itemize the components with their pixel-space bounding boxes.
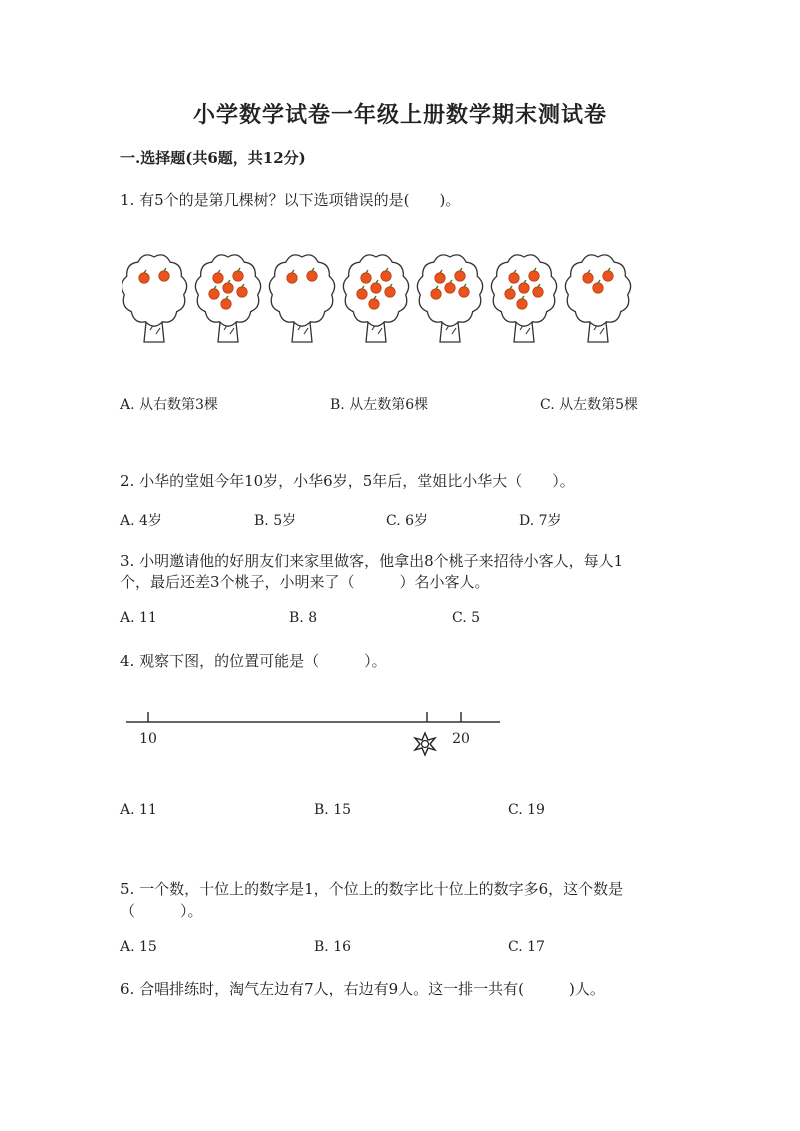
section-heading: 一.选择题(共6题，共12分) <box>120 149 306 167</box>
question-2-option-d[interactable]: D. 7岁 <box>519 513 562 529</box>
question-2-text: 2. 小华的堂姐今年10岁，小华6岁，5年后，堂姐比小华大（ ）。 <box>120 472 575 490</box>
apple <box>361 273 371 283</box>
apple <box>233 271 243 281</box>
question-6-text: 6. 合唱排练时，淘气左边有7人，右边有9人。这一排一共有( )人。 <box>120 980 605 998</box>
question-1-option-c[interactable]: C. 从左数第5棵 <box>540 397 639 413</box>
number-line <box>120 700 520 770</box>
apple <box>459 287 469 297</box>
apple <box>385 287 395 297</box>
apple <box>603 271 613 281</box>
apple <box>369 299 379 309</box>
tree-2 <box>195 255 260 342</box>
apple <box>213 273 223 283</box>
apple <box>209 289 219 299</box>
apple <box>583 273 593 283</box>
apple <box>431 289 441 299</box>
tree-6 <box>491 255 556 342</box>
apple <box>357 289 367 299</box>
tree-7 <box>565 255 630 342</box>
apple <box>159 271 169 281</box>
page-title: 小学数学试卷一年级上册数学期末测试卷 <box>192 102 607 128</box>
apple <box>519 283 529 293</box>
question-1-text: 1. 有5个的是第几棵树？以下选项错误的是( )。 <box>120 191 461 209</box>
question-5-option-c[interactable]: C. 17 <box>508 939 545 955</box>
star-icon <box>415 733 435 755</box>
question-5-text-line1: 5. 一个数，十位上的数字是1，个位上的数字比十位上的数字多6，这个数是 <box>120 880 624 898</box>
question-4-option-a[interactable]: A. 11 <box>120 802 157 818</box>
apple <box>445 283 455 293</box>
apple <box>517 299 527 309</box>
apple <box>509 273 519 283</box>
apple <box>455 271 465 281</box>
tick-label-right: 20 <box>452 731 470 747</box>
apple <box>287 273 297 283</box>
apple <box>435 273 445 283</box>
question-1-option-b[interactable]: B. 从左数第6棵 <box>330 397 429 413</box>
tree-3 <box>269 255 334 342</box>
question-1-option-a[interactable]: A. 从右数第3棵 <box>120 397 218 413</box>
question-2-option-a[interactable]: A. 4岁 <box>120 513 162 529</box>
question-4-option-b[interactable]: B. 15 <box>314 802 352 818</box>
tree-4 <box>343 255 408 342</box>
apple <box>593 283 603 293</box>
question-2-option-c[interactable]: C. 6岁 <box>386 513 429 529</box>
apple <box>221 299 231 309</box>
apple <box>529 271 539 281</box>
question-5-text-line2: （ ）。 <box>120 902 203 920</box>
question-3-text-line2: 个，最后还差3个桃子，小明来了（ ）名小客人。 <box>120 573 490 591</box>
apple <box>505 289 515 299</box>
question-3-option-b[interactable]: B. 8 <box>289 610 318 626</box>
tree-1 <box>122 255 187 342</box>
question-3-text-line1: 3. 小明邀请他的好朋友们来家里做客，他拿出8个桃子来招待小客人，每人1 <box>120 552 624 570</box>
question-4-text: 4. 观察下图，的位置可能是（ ）。 <box>120 652 387 670</box>
question-5-option-a[interactable]: A. 15 <box>120 939 157 955</box>
apple <box>533 287 543 297</box>
apple-trees-illustration <box>122 250 642 350</box>
question-3-option-a[interactable]: A. 11 <box>120 610 157 626</box>
apple <box>381 271 391 281</box>
question-3-option-c[interactable]: C. 5 <box>452 610 481 626</box>
tree-5 <box>417 255 482 342</box>
apple <box>223 283 233 293</box>
tick-label-left: 10 <box>139 731 157 747</box>
question-4-option-c[interactable]: C. 19 <box>508 802 545 818</box>
apple <box>139 273 149 283</box>
question-2-option-b[interactable]: B. 5岁 <box>254 513 297 529</box>
apple <box>237 287 247 297</box>
apple <box>371 283 381 293</box>
apple <box>307 271 317 281</box>
question-5-option-b[interactable]: B. 16 <box>314 939 352 955</box>
